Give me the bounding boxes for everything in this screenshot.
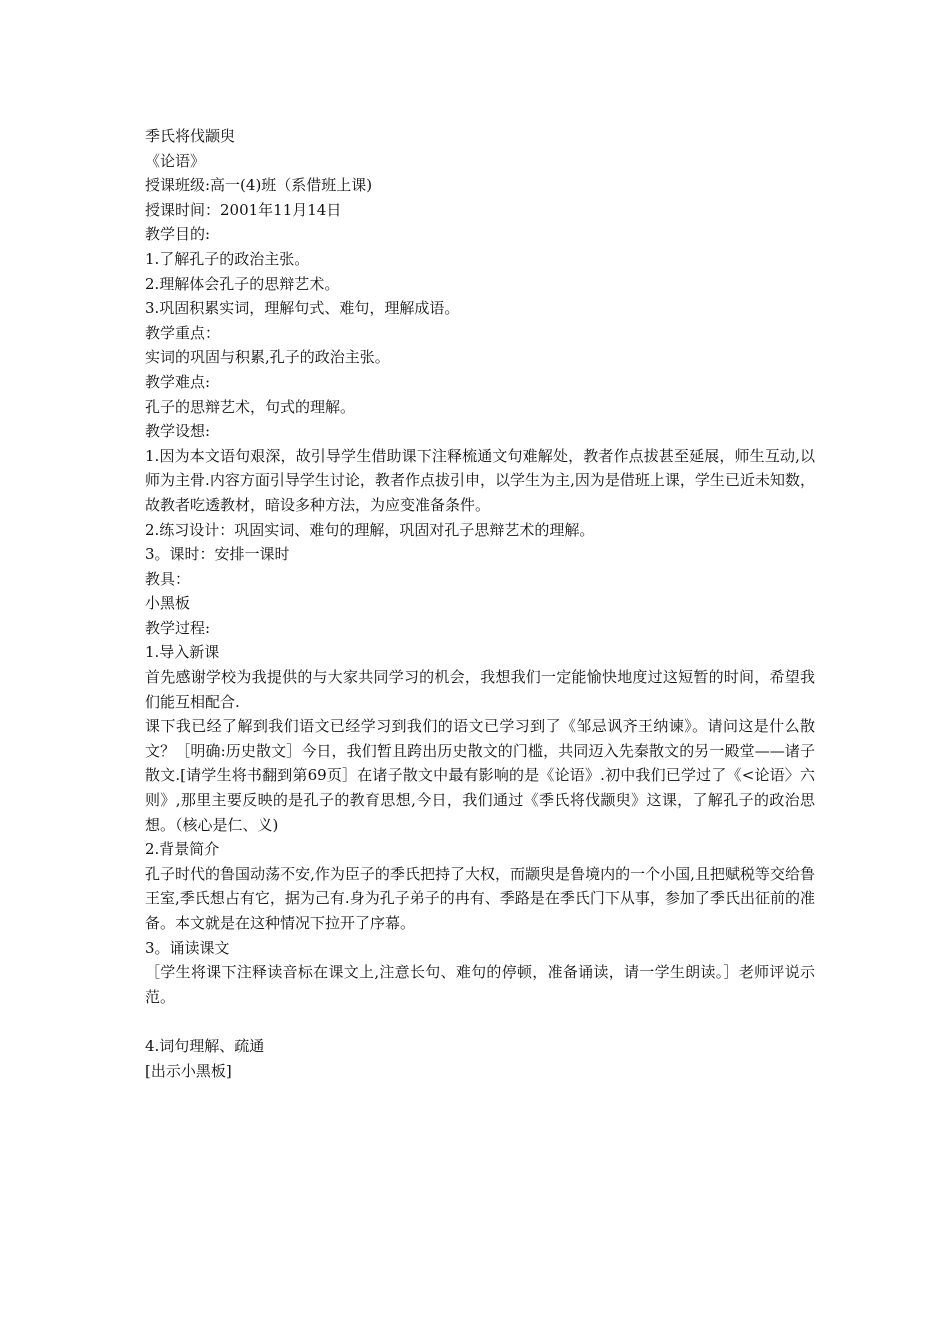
step-paragraph: 孔子时代的鲁国动荡不安,作为臣子的季氏把持了大权，而颛臾是鲁境内的一个小国,且把赋税等交给鲁王室,季氏想占有它，据为己有.身为孔子弟子的冉有、季路是在季氏门下从事，参加了季氏出征前的准备。本文就是在这种情况下拉开了序幕。	[145, 864, 815, 932]
document-title: 季氏将伐颛臾	[145, 127, 236, 145]
goal-item: 2.理解体会孔子的思辩艺术。	[145, 274, 340, 293]
time-info: 授课时间：2001年11月14日	[145, 200, 342, 219]
step-heading: 1.导入新课	[145, 643, 220, 662]
step-heading: 4.词句理解、疏通	[145, 1036, 265, 1055]
tools-text: 小黑板	[145, 594, 191, 613]
step-paragraph: 课下我已经了解到我们语文已经学习到我们的语文已学习到了《邹忌讽齐王纳谏》。请问这是什么散文？［明确:历史散文］今日，我们暂且跨出历史散文的门槛，共同迈入先秦散文的另一殿堂——诸子散文.[请学生将书翻到第69页］在诸子散文中最有影响的是《论语》.初中我们已学过了《<论语〉六则》,那里主要反映的是孔子的教育思想,今日，我们通过《季氏将伐颛臾》这课，了解孔子的政治思想。（核心是仁、义)	[145, 717, 815, 834]
difficulty-heading: 教学难点:	[145, 372, 211, 391]
class-info: 授课班级:高一(4)班（系借班上课)	[145, 176, 373, 195]
design-heading: 教学设想:	[145, 422, 211, 441]
blank-line	[145, 1009, 815, 1034]
tools-heading: 教具：	[145, 569, 191, 588]
process-heading: 教学过程:	[145, 618, 211, 637]
key-points-text: 实词的巩固与积累,孔子的政治主张。	[145, 348, 390, 367]
step-paragraph: ［学生将课下注释读音标在课文上,注意长句、难句的停顿，准备诵读，请一学生朗读。］老师评说示范。	[145, 963, 815, 1006]
step-heading: 3。诵读课文	[145, 938, 230, 957]
document-body	[145, 124, 815, 1083]
goals-heading: 教学目的:	[145, 225, 211, 244]
step-heading: 2.背景简介	[145, 840, 220, 859]
step-paragraph: 首先感谢学校为我提供的与大家共同学习的机会，我想我们一定能愉快地度过这短暂的时间，希望我们能互相配合.	[145, 668, 815, 711]
document-source: 《论语》	[145, 151, 206, 170]
difficulty-text: 孔子的思辩艺术，句式的理解。	[145, 397, 356, 416]
design-item: 1.因为本文语句艰深，故引导学生借助课下注释梳通文句难解处，教者作点拔甚至延展，师生互动,以师为主骨.内容方面引导学生讨论，教者作点拔引申，以学生为主,因为是借班上课，学生已近未知数，故教者吃透教材，暗设多种方法，为应变准备条件。	[145, 446, 815, 514]
design-item: 3。课时：安排一课时	[145, 545, 290, 564]
design-item: 2.练习设计：巩固实词、难句的理解，巩固对孔子思辩艺术的理解。	[145, 520, 595, 539]
goal-item: 1.了解孔子的政治主张。	[145, 249, 310, 268]
goal-item: 3.巩固积累实词，理解句式、难句，理解成语。	[145, 299, 460, 318]
key-points-heading: 教学重点：	[145, 323, 221, 342]
step-paragraph: [出示小黑板]	[145, 1061, 232, 1080]
